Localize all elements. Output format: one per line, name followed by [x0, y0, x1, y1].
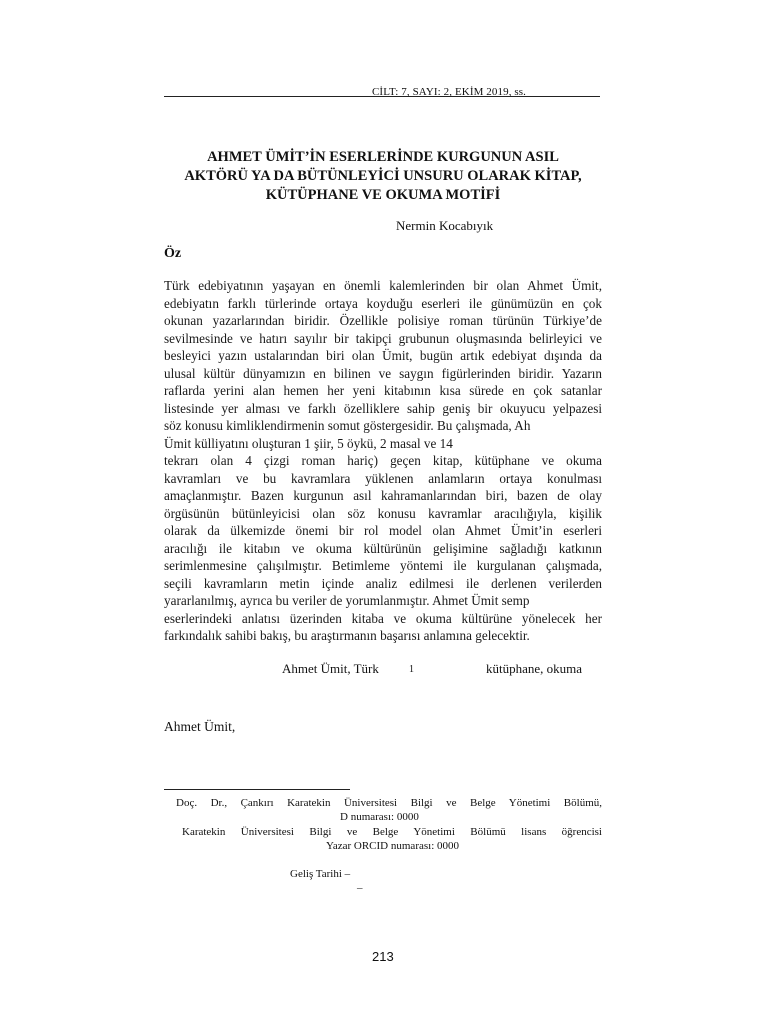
abstract-line: eserlerindeki anlatısı üzerinden kitaba ve okuma kültürüne yönelecek her: [164, 610, 602, 626]
abstract-line: Türk edebiyatının yaşayan en önemli kalemlerinden bir olan Ahmet Ümit,: [164, 278, 602, 293]
abstract-line: yararlanılmış, ayrıca bu veriler de yorumlanmıştır. Ahmet Ümit semp: [164, 593, 530, 608]
abstract-line: ulusal kültür dünyamızın en bilinen ve saygın figürlerinden biridir. Yazarın: [164, 365, 602, 381]
footnote-rule: [164, 789, 350, 790]
article-title: [160, 148, 606, 205]
page-number: 213: [372, 949, 394, 964]
abstract-line: kavramları ve bu kavramlara yüklenen anlamların ortaya konulması: [164, 470, 602, 486]
abstract-line: amaçlanmıştır. Bazen kurgunun asıl kahramanlarından biri, bazen de olay: [164, 488, 602, 503]
keywords-part-2: 1: [409, 664, 414, 675]
abstract-line: tekrarı olan 4 çizgi roman hariç) geçen kitap, kütüphane ve okuma: [164, 453, 602, 468]
abstract-line: aracılığı ile kitabın ve okuma kültürünün gelişimine sağladığı katkının: [164, 540, 602, 556]
abstract-line: söz konusu kimliklendirmenin somut göstergesidir. Bu çalışmada, Ah: [164, 418, 531, 433]
author-name: Nermin Kocabıyık: [396, 218, 494, 233]
keywords-part-3: kütüphane, okuma: [486, 661, 583, 676]
abstract-line: olarak da ülkemizde önemi bir rol model olan Ahmet Ümit’in eserleri: [164, 523, 602, 538]
title-line-2: AKTÖRÜ YA DA BÜTÜNLEYİCİ UNSURU OLARAK KİTAP,: [184, 168, 582, 184]
footnote-line-4: Yazar ORCID numarası: 0000: [326, 840, 460, 852]
intro-text: Ahmet Ümit,: [164, 719, 236, 734]
abstract-line: besleyici yazın ustalarından biri olan Ümit, bugün artık edebiyat dışında da: [164, 348, 602, 363]
footnote-line-2: D numarası: 0000: [340, 811, 419, 823]
abstract-line: Ümit külliyatını oluşturan 1 şiir, 5 öykü, 2 masal ve 14: [164, 435, 453, 451]
abstract-line: örgüsünün bütünleyicisi olan söz konusu kavramlar aracılığıyla, kişilik: [164, 505, 602, 521]
abstract-line: raflarda yerini alan hemen her yeni kitabının kısa sürede en çok satanlar: [164, 383, 602, 398]
abstract-line: serimlenmesine çalışılmıştır. Betimleme yöntemi ile kurgulanan çalışmada,: [164, 558, 602, 573]
accepted-date: –: [357, 882, 363, 894]
title-line-1: AHMET ÜMİT’İN ESERLERİNDE KURGUNUN ASIL: [207, 149, 559, 165]
abstract-body: [164, 277, 602, 645]
abstract-line: seçili kavramların metin içinde analiz edilmesi ile derlenen verilerden: [164, 575, 602, 591]
keywords-part-1: Ahmet Ümit, Türk: [282, 661, 379, 676]
abstract-line: sevilmesinde ve hatırı sayılır bir takipçi grubunun oluşmasında belirleyici ve: [164, 330, 602, 346]
footnote-line-3: Karatekin Üniversitesi Bilgi ve Belge Yönetimi Bölümü lisans öğrencisi: [182, 826, 602, 838]
abstract-line: okunan yazarlarından biridir. Özellikle polisiye roman türünün Türkiye’de: [164, 313, 602, 328]
abstract-line: edebiyatın farklı türlerinde ortaya koyduğu eserleri ile günümüzün en çok: [164, 295, 602, 311]
abstract-line: listesinde yer alması ve farklı özelliklere sahip geniş bir okuyucu yelpazesi: [164, 400, 602, 416]
header-rule: [164, 96, 600, 97]
footnote-line-1: Doç. Dr., Çankırı Karatekin Üniversitesi Bilgi ve Belge Yönetimi Bölümü,: [176, 797, 602, 809]
received-date: Geliş Tarihi –: [290, 868, 351, 880]
journal-header: CİLT: 7, SAYI: 2, EKİM 2019, ss.: [372, 86, 527, 98]
abstract-heading: Öz: [164, 246, 182, 261]
abstract-line: farkındalık sahibi bakış, bu araştırmanın başarısı anlamına gelecektir.: [164, 628, 530, 643]
title-line-3: KÜTÜPHANE VE OKUMA MOTİFİ: [265, 187, 501, 203]
